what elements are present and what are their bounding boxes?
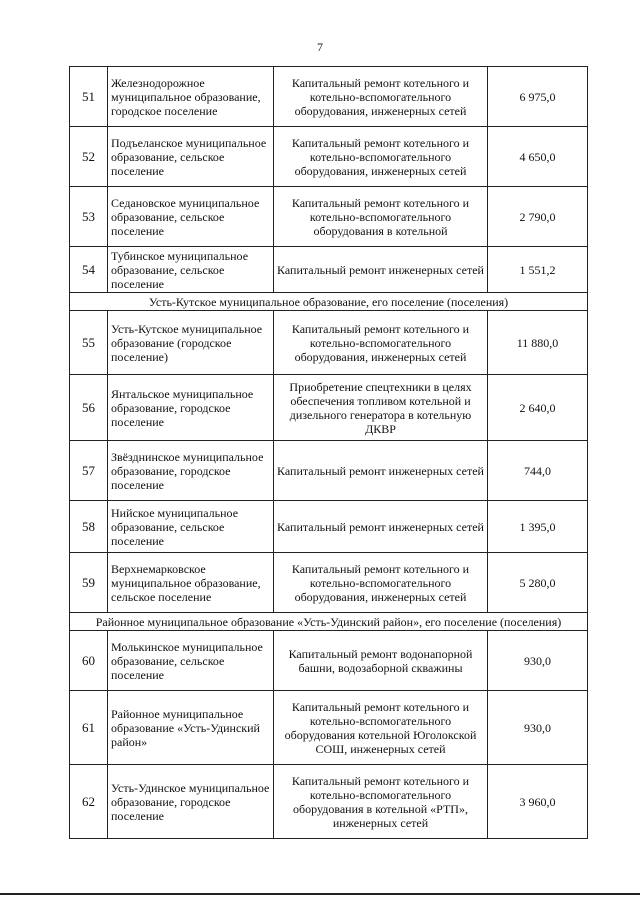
table-row bbox=[70, 375, 588, 441]
amount: 744,0 bbox=[488, 441, 588, 501]
funding-table bbox=[69, 66, 588, 839]
row-number: 58 bbox=[70, 501, 108, 553]
row-number: 56 bbox=[70, 375, 108, 441]
work-description: Капитальный ремонт водонапорной башни, водозаборной скважины bbox=[274, 631, 488, 691]
table-row bbox=[70, 631, 588, 691]
amount: 930,0 bbox=[488, 631, 588, 691]
section-row bbox=[70, 293, 588, 311]
section-title: Районное муниципальное образование «Усть-Удинский район», его поселение (поселения) bbox=[70, 613, 588, 631]
row-number: 52 bbox=[70, 127, 108, 187]
row-number: 59 bbox=[70, 553, 108, 613]
amount: 11 880,0 bbox=[488, 311, 588, 375]
municipality-name: Молькинское муниципальное образование, сельское поселение bbox=[108, 631, 274, 691]
table-row bbox=[70, 441, 588, 501]
row-number: 54 bbox=[70, 247, 108, 293]
amount: 930,0 bbox=[488, 691, 588, 765]
work-description: Капитальный ремонт инженерных сетей bbox=[274, 441, 488, 501]
work-description: Капитальный ремонт котельного и котельно-вспомогательного оборудования, инженерных сетей bbox=[274, 553, 488, 613]
table-row bbox=[70, 127, 588, 187]
work-description: Капитальный ремонт котельного и котельно-вспомогательного оборудования в котельной bbox=[274, 187, 488, 247]
section-title: Усть-Кутское муниципальное образование, его поселение (поселения) bbox=[70, 293, 588, 311]
amount: 5 280,0 bbox=[488, 553, 588, 613]
municipality-name: Железнодорожное муниципальное образование, городское поселение bbox=[108, 67, 274, 127]
municipality-name: Тубинское муниципальное образование, сельское поселение bbox=[108, 247, 274, 293]
municipality-name: Нийское муниципальное образование, сельское поселение bbox=[108, 501, 274, 553]
work-description: Капитальный ремонт инженерных сетей bbox=[274, 247, 488, 293]
amount: 4 650,0 bbox=[488, 127, 588, 187]
municipality-name: Верхнемарковское муниципальное образование, сельское поселение bbox=[108, 553, 274, 613]
row-number: 61 bbox=[70, 691, 108, 765]
municipality-name: Янтальское муниципальное образование, городское поселение bbox=[108, 375, 274, 441]
table-row bbox=[70, 553, 588, 613]
amount: 1 395,0 bbox=[488, 501, 588, 553]
amount: 2 640,0 bbox=[488, 375, 588, 441]
table-row bbox=[70, 691, 588, 765]
table-row bbox=[70, 765, 588, 839]
municipality-name: Подъеланское муниципальное образование, сельское поселение bbox=[108, 127, 274, 187]
work-description: Капитальный ремонт инженерных сетей bbox=[274, 501, 488, 553]
table-row bbox=[70, 311, 588, 375]
municipality-name: Районное муниципальное образование «Усть-Удинский район» bbox=[108, 691, 274, 765]
table-row bbox=[70, 67, 588, 127]
row-number: 51 bbox=[70, 67, 108, 127]
bottom-rule bbox=[0, 893, 640, 895]
row-number: 57 bbox=[70, 441, 108, 501]
table-row bbox=[70, 501, 588, 553]
municipality-name: Звёзднинское муниципальное образование, городское поселение bbox=[108, 441, 274, 501]
work-description: Приобретение спецтехники в целях обеспечения топливом котельной и дизельного генератора в котельную ДКВР bbox=[274, 375, 488, 441]
municipality-name: Усть-Удинское муниципальное образование, городское поселение bbox=[108, 765, 274, 839]
work-description: Капитальный ремонт котельного и котельно-вспомогательного оборудования в котельной «РТП», инженерных сетей bbox=[274, 765, 488, 839]
work-description: Капитальный ремонт котельного и котельно-вспомогательного оборудования, инженерных сетей bbox=[274, 311, 488, 375]
page-number: 7 bbox=[317, 40, 323, 54]
work-description: Капитальный ремонт котельного и котельно-вспомогательного оборудования, инженерных сетей bbox=[274, 67, 488, 127]
section-row bbox=[70, 613, 588, 631]
table-row bbox=[70, 187, 588, 247]
work-description: Капитальный ремонт котельного и котельно-вспомогательного оборудования, инженерных сетей bbox=[274, 127, 488, 187]
municipality-name: Седановское муниципальное образование, сельское поселение bbox=[108, 187, 274, 247]
amount: 6 975,0 bbox=[488, 67, 588, 127]
table-row bbox=[70, 247, 588, 293]
municipality-name: Усть-Кутское муниципальное образование (городское поселение) bbox=[108, 311, 274, 375]
row-number: 53 bbox=[70, 187, 108, 247]
row-number: 62 bbox=[70, 765, 108, 839]
row-number: 60 bbox=[70, 631, 108, 691]
amount: 2 790,0 bbox=[488, 187, 588, 247]
amount: 1 551,2 bbox=[488, 247, 588, 293]
work-description: Капитальный ремонт котельного и котельно-вспомогательного оборудования котельной Юголокской СОШ, инженерных сетей bbox=[274, 691, 488, 765]
amount: 3 960,0 bbox=[488, 765, 588, 839]
row-number: 55 bbox=[70, 311, 108, 375]
